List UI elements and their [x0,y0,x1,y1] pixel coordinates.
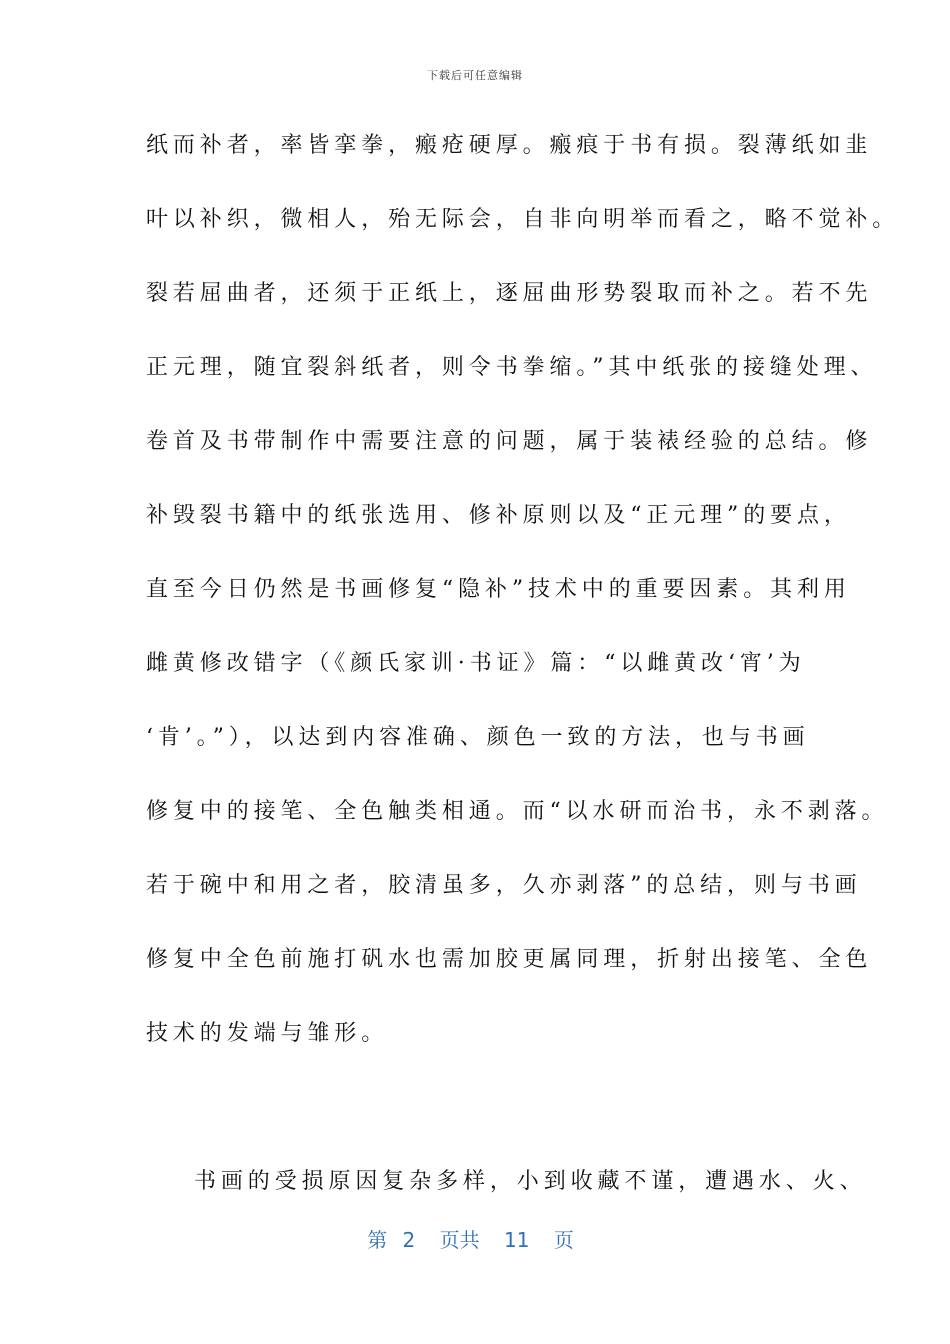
text-line: 直至今日仍然是书画修复“隐补”技术中的重要因素。其利用 [146,577,851,602]
text-line: 叶以补织，微相人，殆无际会，自非向明举而看之，略不觉补。 [146,207,900,232]
footer-middle: 页共 [439,1228,480,1252]
page-footer [0,1224,950,1253]
text-line: 纸而补者，率皆挛拳，瘢疮硬厚。瘢痕于书有损。裂薄纸如韭 [146,133,873,158]
text-line: 补毁裂书籍中的纸张选用、修补原则以及“正元理”的要点， [146,503,851,528]
footer-suffix: 页 [553,1228,574,1252]
text-line: 修复中全色前施打矾水也需加胶更属同理，折射出接笔、全色 [146,947,873,972]
total-page-number: 11 [504,1228,530,1252]
page-header: 下载后可任意编辑 [427,69,523,82]
current-page-number: 2 [402,1228,416,1252]
text-line: 卷首及书带制作中需要注意的问题，属于装裱经验的总结。修 [146,429,873,454]
text-line: ‘肯’。”），以达到内容准确、颜色一致的方法，也与书画 [146,725,810,750]
text-line: 技术的发端与雏形。 [146,1021,389,1046]
paragraph-first-line: 书画的受损原因复杂多样，小到收藏不谨，遭遇水、火、 [194,1169,867,1194]
text-line: 修复中的接笔、全色触类相通。而“以水研而治书，永不剥落。 [146,799,889,824]
text-line: 若于碗中和用之者，胶清虽多，久亦剥落”的总结，则与书画 [146,873,862,898]
footer-prefix: 第 [367,1228,388,1252]
paragraph-gap [146,1089,846,1126]
text-line: 雌黄修改错字（《颜氏家训·书证》篇：“以雌黄改‘宵’为 [146,651,806,676]
text-line: 正元理，随宜裂斜纸者，则令书拳缩。”其中纸张的接缝处理、 [146,355,878,380]
text-line: 裂若屈曲者，还须于正纸上，逐屈曲形势裂取而补之。若不先 [146,281,873,306]
document-body [146,127,900,1237]
